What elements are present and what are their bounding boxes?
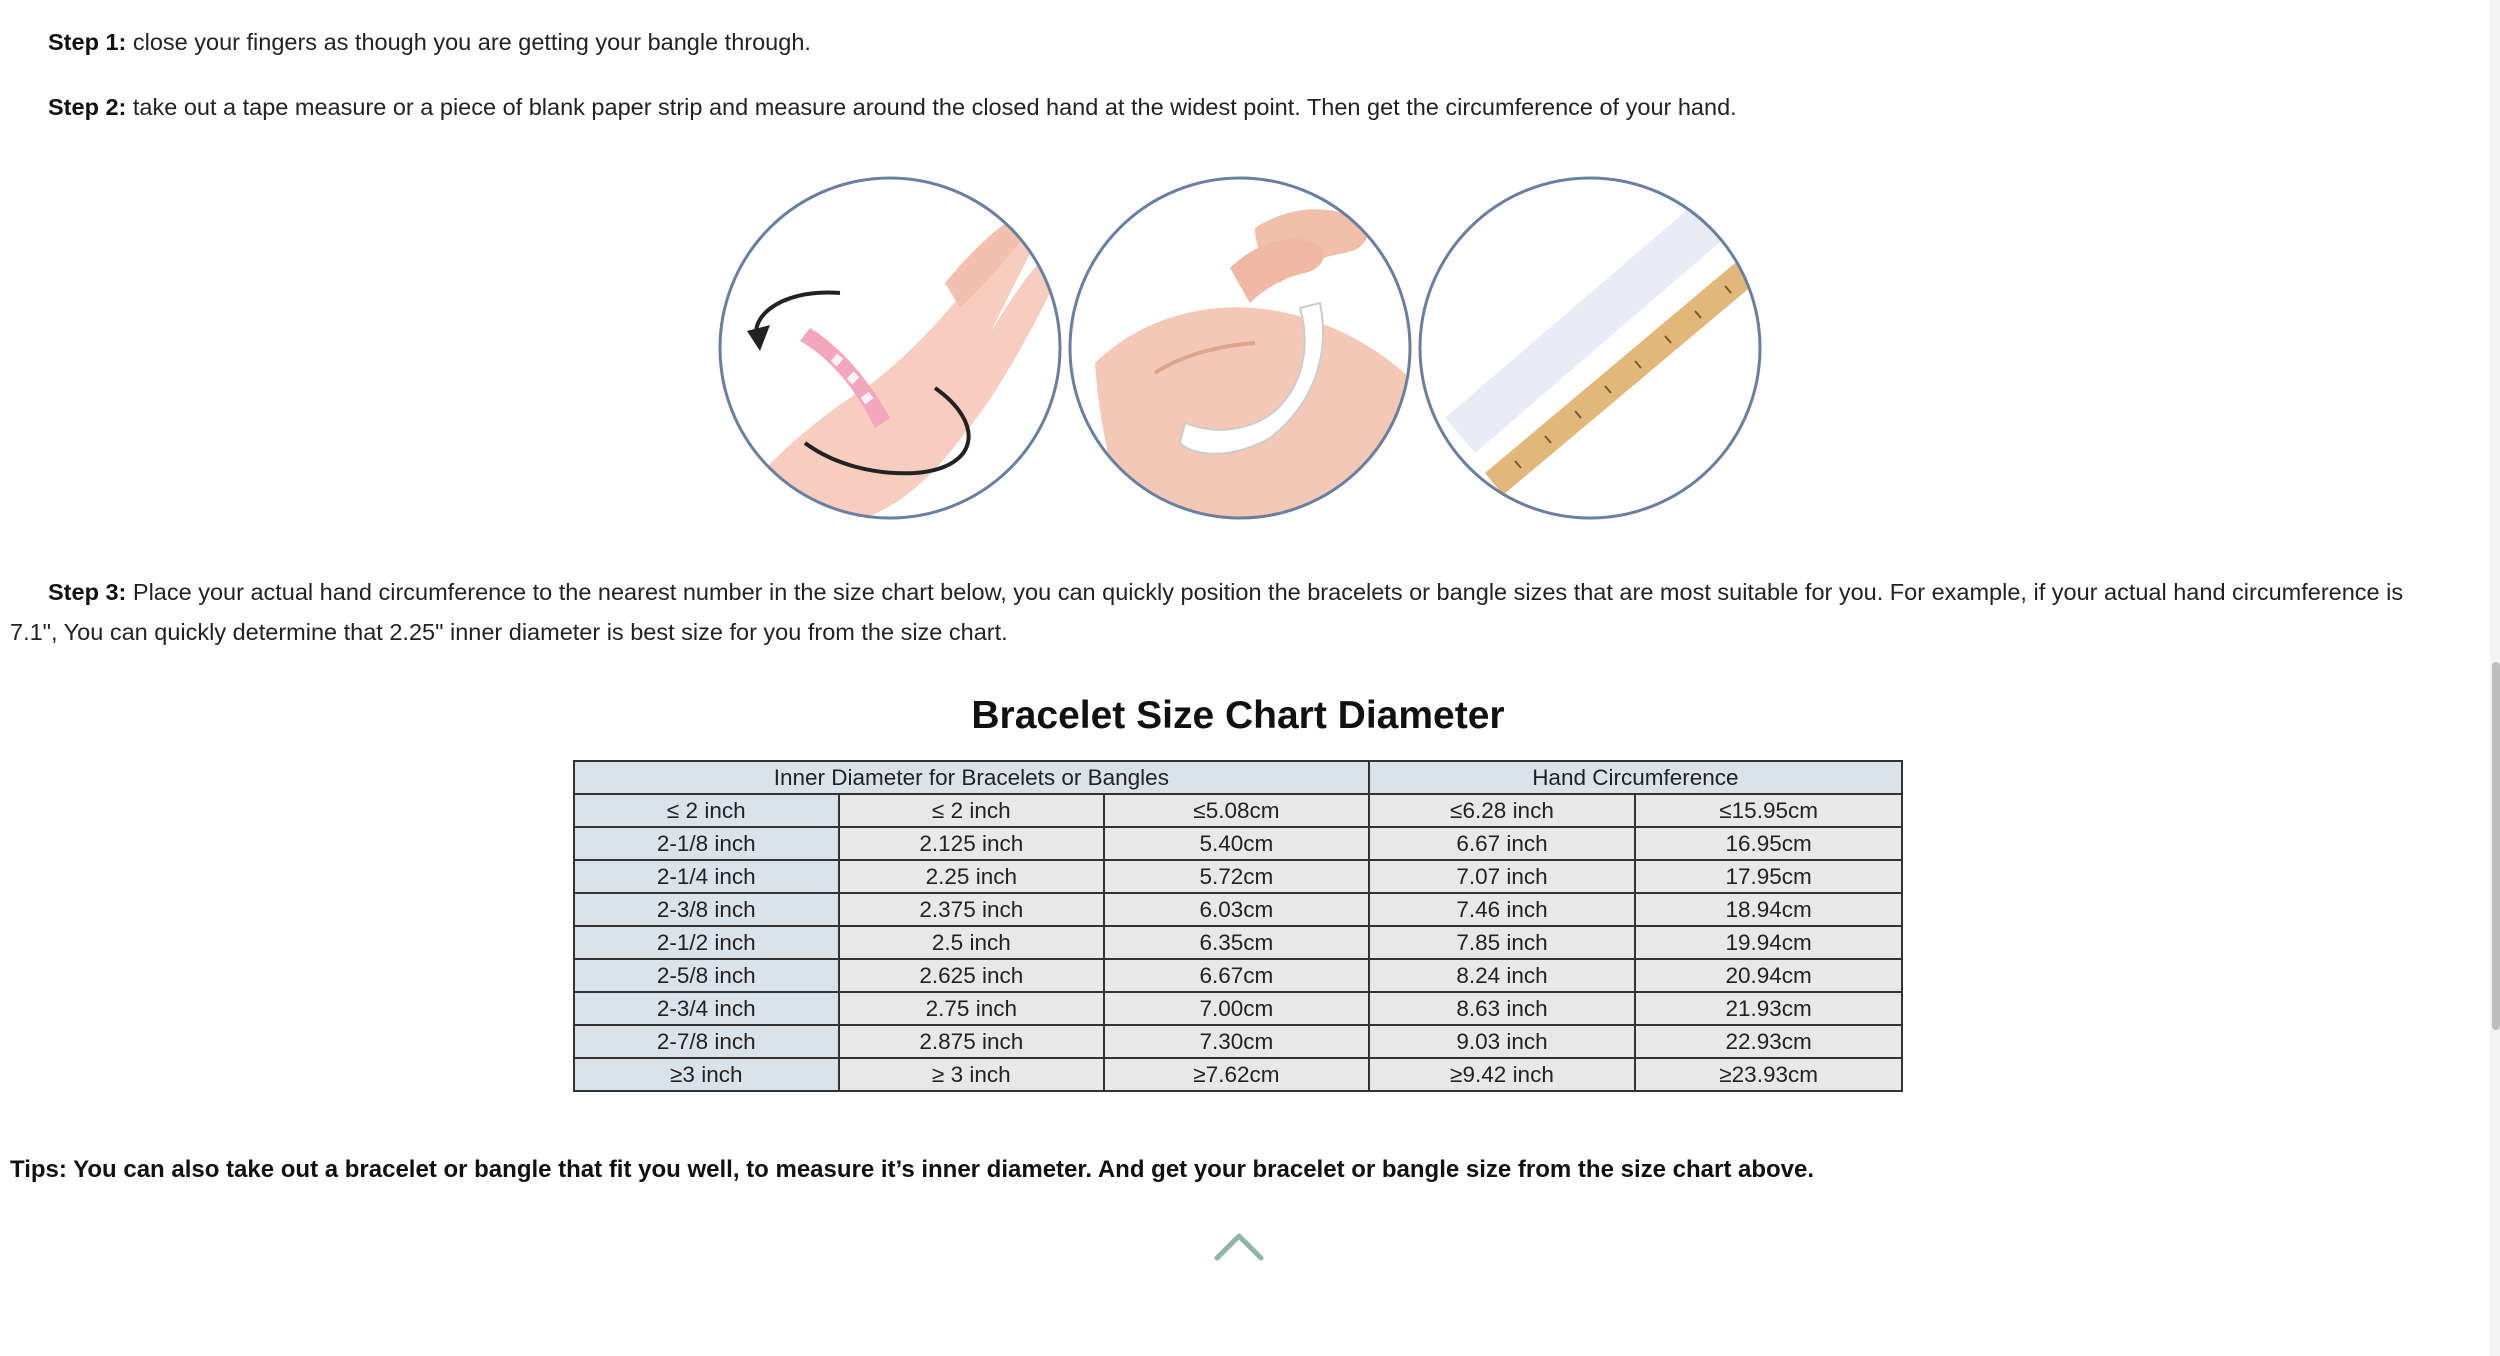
step-3 — [10, 572, 2450, 652]
table-cell: 7.30cm — [1104, 1025, 1369, 1058]
size-chart-title: Bracelet Size Chart Diameter — [971, 694, 1505, 737]
table-cell: 2.375 inch — [839, 893, 1105, 926]
table-cell: ≤15.95cm — [1635, 794, 1902, 827]
table-cell: 5.72cm — [1104, 860, 1369, 893]
size-chart-table — [573, 760, 1903, 1092]
table-row — [574, 959, 1902, 992]
table-cell: ≥23.93cm — [1635, 1058, 1902, 1091]
illustrations-svg — [715, 173, 1765, 523]
step-2 — [48, 87, 1737, 127]
table-row — [574, 1025, 1902, 1058]
table-cell: 20.94cm — [1635, 959, 1902, 992]
hand-paper-strip-icon — [1070, 178, 1415, 523]
table-cell: ≥7.62cm — [1104, 1058, 1369, 1091]
table-cell: 2-5/8 inch — [574, 959, 839, 992]
step-1-text: close your fingers as though you are getting your bangle through. — [126, 29, 811, 55]
step-2-label: Step 2: — [48, 94, 127, 120]
header-hand-circumference: Hand Circumference — [1369, 761, 1902, 794]
paper-strip-ruler-icon — [1420, 178, 1760, 518]
scrollbar-track[interactable] — [2490, 0, 2500, 1356]
header-inner-diameter: Inner Diameter for Bracelets or Bangles — [574, 761, 1369, 794]
table-cell: 9.03 inch — [1369, 1025, 1636, 1058]
step-3-label: Step 3: — [48, 579, 127, 605]
table-cell: 7.07 inch — [1369, 860, 1636, 893]
table-cell: 2.25 inch — [839, 860, 1105, 893]
table-cell: 7.46 inch — [1369, 893, 1636, 926]
table-cell: 5.40cm — [1104, 827, 1369, 860]
step-3-text: Place your actual hand circumference to the nearest number in the size chart below, you can quickly position the bracelets or bangle sizes that are most suitable for you. For example, if your actual hand circumference is 7.1", You can quickly determine that 2.25" inner diameter is best size for you from the size chart. — [10, 579, 2404, 645]
table-cell: ≤ 2 inch — [574, 794, 839, 827]
measurement-illustrations — [715, 173, 1765, 523]
table-cell: 2.5 inch — [839, 926, 1105, 959]
table-cell: 6.03cm — [1104, 893, 1369, 926]
table-row — [574, 794, 1902, 827]
table-cell: ≥9.42 inch — [1369, 1058, 1636, 1091]
table-cell: 21.93cm — [1635, 992, 1902, 1025]
table-cell: 2.625 inch — [839, 959, 1105, 992]
table-cell: ≤5.08cm — [1104, 794, 1369, 827]
table-cell: 22.93cm — [1635, 1025, 1902, 1058]
table-cell: ≥3 inch — [574, 1058, 839, 1091]
scrollbar-thumb[interactable] — [2492, 662, 2500, 1030]
table-cell: 17.95cm — [1635, 860, 1902, 893]
table-cell: 2-1/2 inch — [574, 926, 839, 959]
step-1 — [48, 22, 811, 62]
table-cell: 2.125 inch — [839, 827, 1105, 860]
table-cell: 7.00cm — [1104, 992, 1369, 1025]
table-cell: ≥ 3 inch — [839, 1058, 1105, 1091]
table-cell: 8.63 inch — [1369, 992, 1636, 1025]
step-2-text: take out a tape measure or a piece of blank paper strip and measure around the closed hand at the widest point. Then get the circumference of your hand. — [126, 94, 1737, 120]
table-row — [574, 926, 1902, 959]
table-cell: 8.24 inch — [1369, 959, 1636, 992]
size-chart-body — [574, 794, 1902, 1091]
table-row — [574, 992, 1902, 1025]
table-cell: 6.35cm — [1104, 926, 1369, 959]
table-cell: 2-3/8 inch — [574, 893, 839, 926]
table-cell: 2.75 inch — [839, 992, 1105, 1025]
table-header-row — [574, 761, 1902, 794]
hand-measure-tape-icon — [720, 178, 1063, 518]
table-row — [574, 860, 1902, 893]
table-cell: 6.67cm — [1104, 959, 1369, 992]
table-cell: 2-7/8 inch — [574, 1025, 839, 1058]
table-cell: ≤6.28 inch — [1369, 794, 1636, 827]
table-cell: 7.85 inch — [1369, 926, 1636, 959]
table-cell: 16.95cm — [1635, 827, 1902, 860]
table-cell: 2.875 inch — [839, 1025, 1105, 1058]
table-row — [574, 827, 1902, 860]
step-1-label: Step 1: — [48, 29, 127, 55]
table-cell: 18.94cm — [1635, 893, 1902, 926]
table-cell: 6.67 inch — [1369, 827, 1636, 860]
table-row — [574, 1058, 1902, 1091]
table-cell: ≤ 2 inch — [839, 794, 1105, 827]
tips-text: Tips: You can also take out a bracelet or bangle that fit you well, to measure it’s inner diameter. And get your bracelet or bangle size from the size chart above. — [10, 1156, 1815, 1183]
back-to-top-button[interactable] — [1213, 1228, 1265, 1264]
table-cell: 2-1/4 inch — [574, 860, 839, 893]
table-row — [574, 893, 1902, 926]
chevron-up-icon — [1213, 1228, 1265, 1264]
table-cell: 19.94cm — [1635, 926, 1902, 959]
table-cell: 2-1/8 inch — [574, 827, 839, 860]
table-cell: 2-3/4 inch — [574, 992, 839, 1025]
